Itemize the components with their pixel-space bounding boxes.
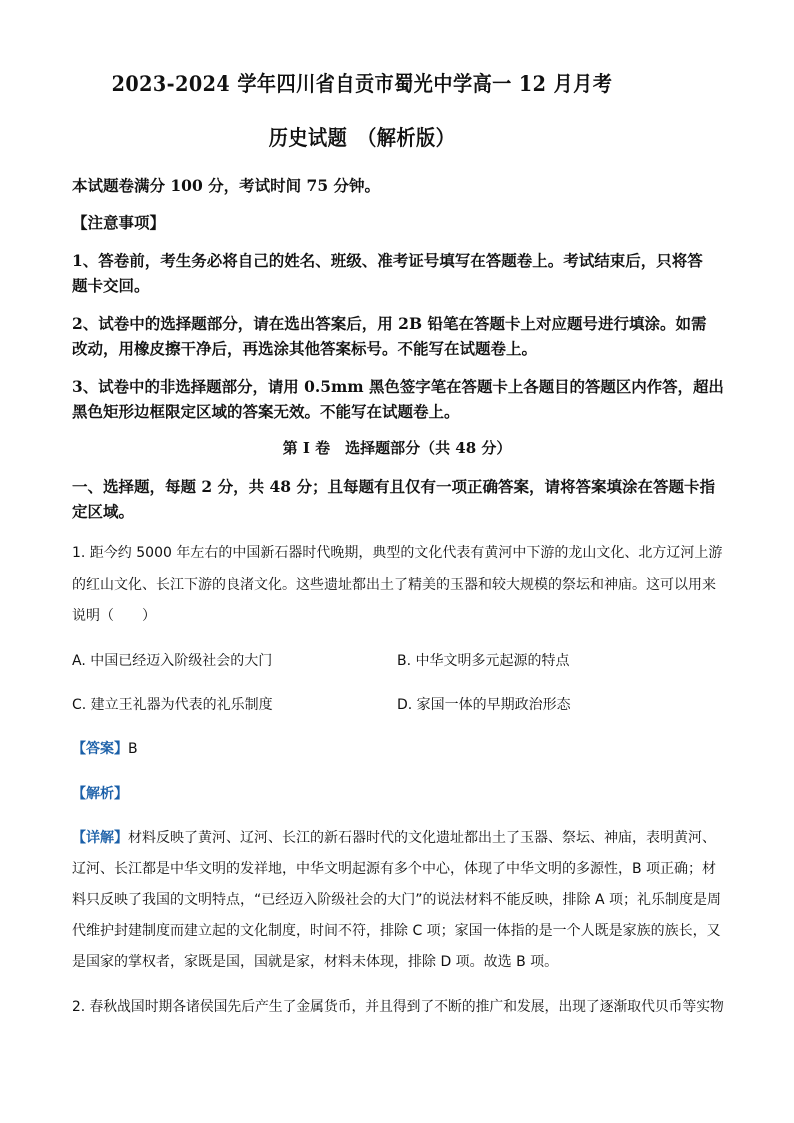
notice-item-1: 1、答卷前，考生务必将自己的姓名、班级、准考证号填写在答题卷上。考试结束后，只将答	[72, 251, 703, 270]
question-1-option-c: C. 建立王礼器为代表的礼乐制度	[72, 697, 273, 713]
notice-item-1-cont: 题卡交回。	[72, 276, 150, 295]
detail-label: 【详解】	[72, 830, 128, 846]
question-1-option-a: A. 中国已经迈入阶级社会的大门	[72, 653, 273, 669]
section-instructions: 一、选择题，每题 2 分，共 48 分；且每题有且仅有一项正确答案，请将答案填涂在答题卡指	[72, 477, 715, 496]
notice-item-3: 3、试卷中的非选择题部分，请用 0.5mm 黑色签字笔在答题卡上各题目的答题区内作答，超出	[72, 377, 724, 396]
question-1-stem-cont: 的红山文化、长江下游的良渚文化。这些遗址都出土了精美的玉器和较大规模的祭坛和神庙。这可以用来	[72, 577, 716, 593]
question-1-stem-end: 说明（ ）	[72, 608, 156, 624]
question-1-option-b: B. 中华文明多元起源的特点	[397, 653, 570, 669]
exam-intro: 本试题卷满分 100 分，考试时间 75 分钟。	[72, 176, 381, 195]
notice-item-3-cont: 黑色矩形边框限定区域的答案无效。不能写在试题卷上。	[72, 402, 460, 421]
document-subtitle: 历史试题 （解析版）	[268, 125, 456, 150]
detail-text: 材料反映了黄河、辽河、长江的新石器时代的文化遗址都出土了玉器、祭坛、神庙，表明黄河、	[128, 830, 716, 846]
answer-label: 【答案】	[72, 741, 128, 757]
question-1-stem: 1. 距今约 5000 年左右的中国新石器时代晚期，典型的文化代表有黄河中下游的龙山文化、北方辽河上游	[72, 545, 723, 561]
question-1-option-d: D. 家国一体的早期政治形态	[397, 697, 571, 713]
document-title: 2023-2024 学年四川省自贡市蜀光中学高一 12 月月考	[111, 71, 613, 96]
question-1-answer	[72, 738, 138, 758]
notice-item-2: 2、试卷中的选择题部分，请在选出答案后，用 2B 铅笔在答题卡上对应题号进行填涂。如需	[72, 314, 707, 333]
answer-value: B	[128, 741, 138, 757]
notice-item-2-cont: 改动，用橡皮擦干净后，再选涂其他答案标号。不能写在试题卷上。	[72, 339, 538, 358]
question-1-detail-line-4: 代维护封建制度而建立起的文化制度，时间不符，排除 C 项；家国一体指的是一个人既是家族的族长，又	[72, 923, 721, 939]
question-1-analysis-label: 【解析】	[72, 786, 128, 802]
question-1-detail	[72, 827, 716, 847]
notice-heading: 【注意事项】	[72, 213, 166, 232]
question-1-detail-line-3: 料只反映了我国的文明特点，“已经迈入阶级社会的大门”的说法材料不能反映，排除 A 项；礼乐制度是周	[72, 892, 721, 908]
section-title: 第 I 卷 选择题部分（共 48 分）	[282, 439, 512, 457]
question-1-detail-line-2: 辽河、长江都是中华文明的发祥地，中华文明起源有多个中心，体现了中华文明的多源性，B 项正确；材	[72, 861, 717, 877]
question-2-stem: 2. 春秋战国时期各诸侯国先后产生了金属货币，并且得到了不断的推广和发展，出现了逐渐取代贝币等实物	[72, 999, 724, 1015]
question-1-detail-line-5: 是国家的掌权者，家既是国，国就是家，材料未体现，排除 D 项。故选 B 项。	[72, 954, 559, 970]
section-instructions-cont: 定区域。	[72, 502, 135, 521]
